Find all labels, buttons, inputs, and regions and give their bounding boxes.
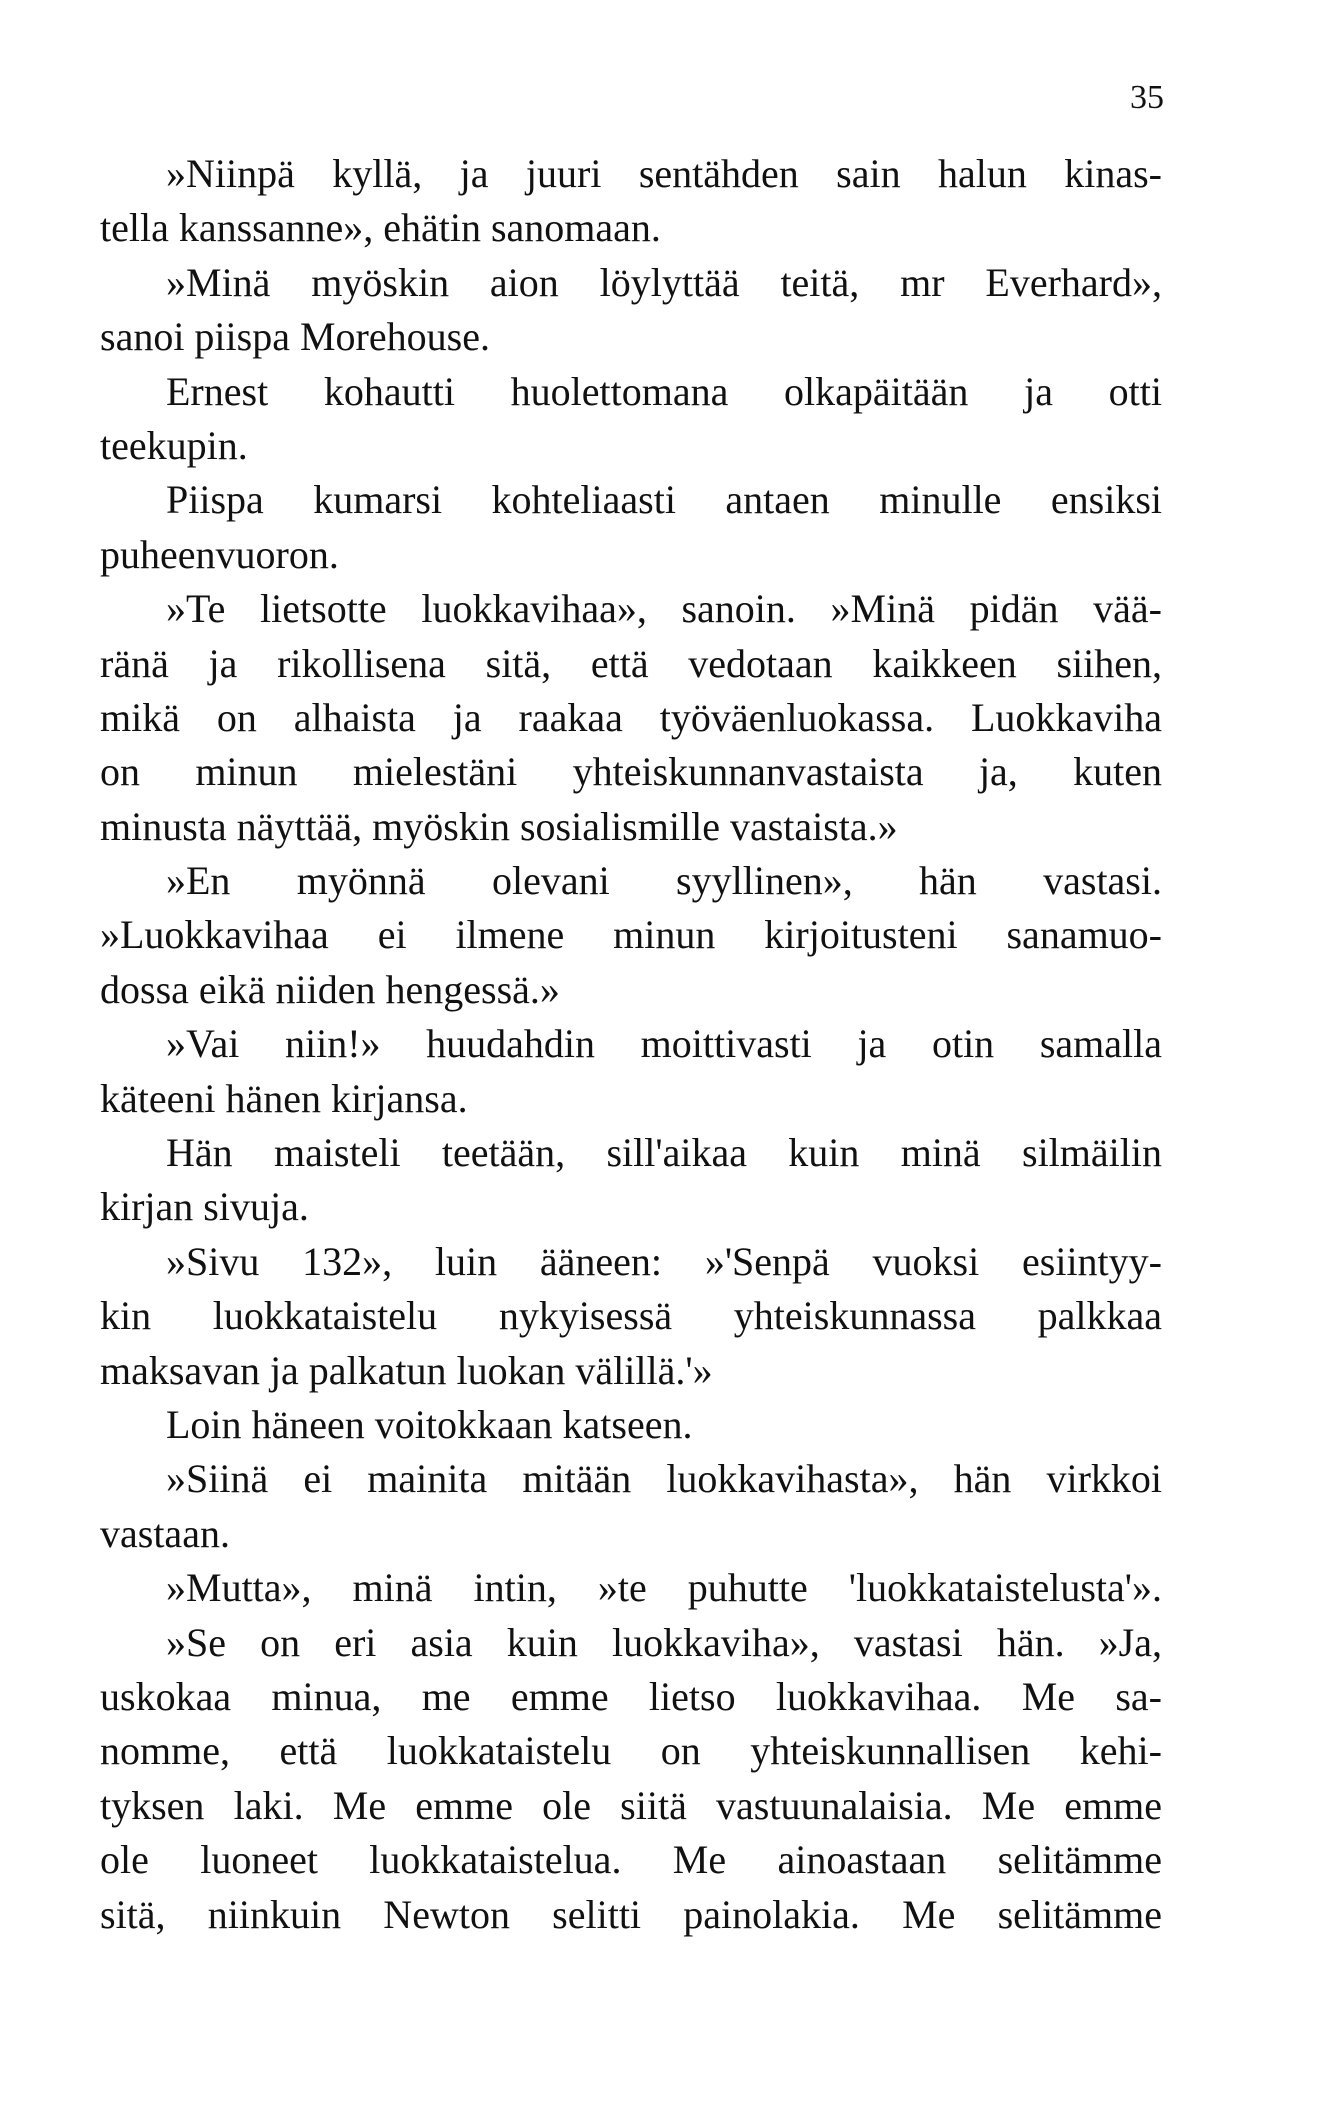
text-line: »En myönnä olevani syyllinen», hän vastasi. xyxy=(166,858,1162,904)
text-line: teekupin. xyxy=(100,422,248,468)
text-line: vastaan. xyxy=(100,1510,230,1556)
page-number: 35 xyxy=(1130,79,1164,116)
text-line: »Luokkavihaa ei ilmene minun kirjoitusteni sanamuo- xyxy=(100,912,1162,958)
text-line: »Te lietsotte luokkavihaa», sanoin. »Minä pidän vää- xyxy=(166,586,1162,632)
text-line: käteeni hänen kirjansa. xyxy=(100,1075,468,1121)
text-line: ole luoneet luokkataistelua. Me ainoastaan selitämme xyxy=(100,1837,1162,1883)
text-line: »Sivu 132», luin ääneen: »'Senpä vuoksi esiintyy- xyxy=(166,1238,1162,1284)
text-line: mikä on alhaista ja raakaa työväenluokassa. Luokkaviha xyxy=(100,694,1162,740)
text-line: minusta näyttää, myöskin sosialismille vastaista.» xyxy=(100,803,898,849)
text-line: sanoi piispa Morehouse. xyxy=(100,314,490,360)
text-line: kirjan sivuja. xyxy=(100,1184,309,1230)
text-line: Loin häneen voitokkaan katseen. xyxy=(166,1401,693,1447)
text-line: ränä ja rikollisena sitä, että vedotaan kaikkeen siihen, xyxy=(100,640,1162,686)
text-line: puheenvuoron. xyxy=(100,531,339,577)
text-line: on minun mielestäni yhteiskunnanvastaista ja, kuten xyxy=(100,749,1162,795)
text-line: uskokaa minua, me emme lietso luokkavihaa. Me sa- xyxy=(100,1673,1162,1719)
text-line: »Siinä ei mainita mitään luokkavihasta», hän virkkoi xyxy=(166,1456,1162,1502)
text-line: »Niinpä kyllä, ja juuri sentähden sain halun kinas- xyxy=(166,151,1162,196)
text-line: dossa eikä niiden hengessä.» xyxy=(100,966,560,1012)
text-line: tella kanssanne», ehätin sanomaan. xyxy=(100,205,661,251)
text-line: »Vai niin!» huudahdin moittivasti ja otin samalla xyxy=(166,1021,1162,1067)
text-line: sitä, niinkuin Newton selitti painolakia. Me selitämme xyxy=(100,1891,1162,1937)
text-line: Ernest kohautti huolettomana olkapäitään ja otti xyxy=(166,368,1162,414)
text-line: »Minä myöskin aion löylyttää teitä, mr Everhard», xyxy=(166,259,1162,305)
text-line: »Mutta», minä intin, »te puhutte 'luokkataistelusta'». xyxy=(166,1565,1162,1611)
text-line: »Se on eri asia kuin luokkaviha», vastasi hän. »Ja, xyxy=(166,1619,1162,1665)
text-line: kin luokkataistelu nykyisessä yhteiskunnassa palkkaa xyxy=(100,1293,1162,1339)
text-line: maksavan ja palkatun luokan välillä.'» xyxy=(100,1347,713,1393)
text-line: nomme, että luokkataistelu on yhteiskunnallisen kehi- xyxy=(100,1728,1162,1774)
text-line: tyksen laki. Me emme ole siitä vastuunalaisia. Me emme xyxy=(100,1782,1162,1828)
text-line: Hän maisteli teetään, sill'aikaa kuin minä silmäilin xyxy=(166,1130,1162,1176)
body-text xyxy=(100,147,1162,1942)
text-line: Piispa kumarsi kohteliaasti antaen minulle ensiksi xyxy=(166,477,1162,523)
